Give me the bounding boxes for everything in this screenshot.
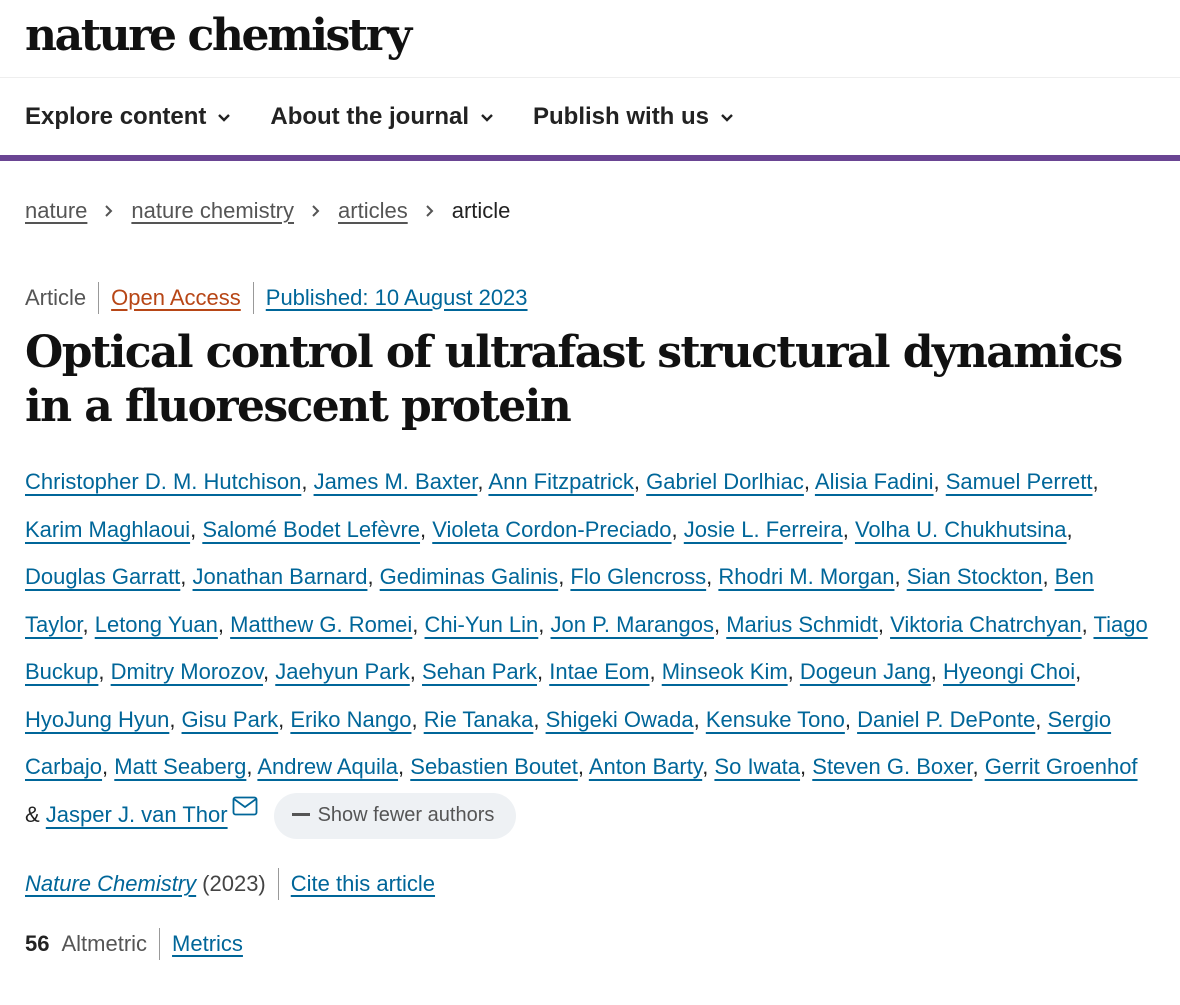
author-separator: , bbox=[671, 516, 684, 542]
published-date-link[interactable]: Published: 10 August 2023 bbox=[265, 285, 528, 310]
author-separator: , bbox=[577, 754, 589, 779]
author-separator: , bbox=[1066, 516, 1073, 542]
author-separator: , bbox=[190, 516, 203, 542]
author-link[interactable]: Gabriel Dorlhiac bbox=[646, 469, 804, 494]
author-separator: , bbox=[1075, 659, 1082, 684]
author-link-last[interactable]: Jasper J. van Thor bbox=[45, 801, 228, 827]
altmetric-score: 56 bbox=[25, 931, 50, 956]
author-link[interactable]: Sian Stockton bbox=[906, 564, 1043, 589]
breadcrumb-current: article bbox=[451, 198, 511, 223]
author-separator: , bbox=[1035, 706, 1048, 732]
author-separator: , bbox=[633, 469, 647, 494]
author-link[interactable]: Letong Yuan bbox=[94, 611, 218, 637]
altmetric-label: Altmetric bbox=[61, 931, 148, 956]
author-link[interactable]: Tiago Buckup bbox=[25, 611, 1148, 684]
author-link[interactable]: Rhodri M. Morgan bbox=[718, 564, 895, 589]
author-link[interactable]: Jonathan Barnard bbox=[192, 564, 368, 589]
author-link[interactable]: Gisu Park bbox=[181, 706, 279, 732]
author-separator: , bbox=[558, 564, 571, 589]
author-link[interactable]: Chi-Yun Lin bbox=[424, 611, 539, 637]
nav-explore-content[interactable] bbox=[25, 102, 232, 130]
author-separator: , bbox=[787, 659, 800, 684]
author-separator: , bbox=[536, 659, 550, 684]
author-link[interactable]: Gerrit Groenhof bbox=[984, 754, 1138, 779]
author-list bbox=[25, 458, 1155, 839]
author-separator: , bbox=[246, 754, 258, 779]
nav-item-label: Publish with us bbox=[533, 102, 710, 130]
author-and: & bbox=[25, 801, 46, 827]
metrics-row bbox=[25, 928, 243, 960]
author-separator: , bbox=[217, 611, 231, 637]
author-separator: , bbox=[930, 659, 944, 684]
author-link[interactable]: Anton Barty bbox=[588, 754, 703, 779]
author-link[interactable]: Flo Glencross bbox=[570, 564, 707, 589]
metrics-link[interactable]: Metrics bbox=[172, 931, 243, 956]
nav-publish-with-us[interactable] bbox=[533, 102, 735, 130]
author-separator: , bbox=[477, 469, 489, 494]
nav-item-label: Explore content bbox=[25, 102, 207, 130]
author-link[interactable]: Rie Tanaka bbox=[423, 706, 534, 732]
author-link[interactable]: Marius Schmidt bbox=[726, 611, 878, 637]
author-link[interactable]: Samuel Perrett bbox=[945, 469, 1093, 494]
author-link[interactable]: So Iwata bbox=[714, 754, 801, 779]
author-separator: , bbox=[844, 706, 858, 732]
publication-year: (2023) bbox=[202, 871, 266, 896]
author-link[interactable]: Violeta Cordon-Preciado bbox=[432, 516, 672, 542]
author-separator: , bbox=[972, 754, 985, 779]
author-link[interactable]: Ben Taylor bbox=[25, 564, 1094, 637]
author-separator: , bbox=[102, 754, 115, 779]
author-link[interactable]: Sergio Carbajo bbox=[25, 706, 1112, 779]
author-link[interactable]: Matthew G. Romei bbox=[230, 611, 413, 637]
author-link[interactable]: Jon P. Marangos bbox=[550, 611, 714, 637]
author-link[interactable]: Daniel P. DePonte bbox=[857, 706, 1036, 732]
divider bbox=[98, 282, 99, 314]
article-type: Article bbox=[25, 285, 87, 310]
author-separator: , bbox=[800, 754, 813, 779]
breadcrumb-nature-chemistry[interactable]: nature chemistry bbox=[131, 198, 295, 223]
divider bbox=[159, 928, 160, 960]
author-separator: , bbox=[412, 611, 425, 637]
breadcrumb bbox=[25, 198, 510, 224]
author-link[interactable]: Alisia Fadini bbox=[814, 469, 934, 494]
author-link[interactable]: Andrew Aquila bbox=[257, 754, 399, 779]
nav-item-label: About the journal bbox=[270, 102, 470, 130]
author-link[interactable]: Douglas Garratt bbox=[25, 564, 181, 589]
author-link[interactable]: Volha U. Chukhutsina bbox=[854, 516, 1067, 542]
author-items bbox=[25, 469, 1148, 779]
author-link[interactable]: Karim Maghlaoui bbox=[25, 516, 191, 542]
author-link[interactable]: Eriko Nango bbox=[290, 706, 412, 732]
author-separator: , bbox=[82, 611, 95, 637]
author-separator: , bbox=[263, 659, 276, 684]
chevron-right-icon bbox=[309, 204, 323, 218]
author-separator: , bbox=[693, 706, 706, 732]
author-separator: , bbox=[301, 469, 314, 494]
chevron-down-icon bbox=[216, 109, 232, 125]
cite-article-link[interactable]: Cite this article bbox=[290, 871, 436, 896]
author-separator: , bbox=[538, 611, 551, 637]
author-separator: , bbox=[420, 516, 433, 542]
divider bbox=[278, 868, 279, 900]
author-separator: , bbox=[278, 706, 291, 732]
author-link[interactable]: Dogeun Jang bbox=[799, 659, 931, 684]
chevron-right-icon bbox=[102, 204, 116, 218]
author-link[interactable]: Shigeki Owada bbox=[545, 706, 694, 732]
author-link[interactable]: Jaehyun Park bbox=[275, 659, 410, 684]
author-separator: , bbox=[803, 469, 815, 494]
author-link[interactable]: Intae Eom bbox=[549, 659, 650, 684]
author-link[interactable]: Steven G. Boxer bbox=[812, 754, 973, 779]
author-separator: , bbox=[1092, 469, 1099, 494]
author-separator: , bbox=[702, 754, 715, 779]
masthead bbox=[0, 0, 1180, 78]
author-separator: , bbox=[411, 706, 424, 732]
main-nav bbox=[0, 78, 1180, 161]
author-separator: , bbox=[894, 564, 907, 589]
author-link[interactable]: Sebastien Boutet bbox=[410, 754, 578, 779]
author-separator: , bbox=[1042, 564, 1055, 589]
nav-about-journal[interactable] bbox=[270, 102, 495, 130]
breadcrumb-nature[interactable]: nature bbox=[25, 198, 88, 223]
author-separator: , bbox=[169, 706, 182, 732]
chevron-down-icon bbox=[479, 109, 495, 125]
author-link[interactable]: Matt Seaberg bbox=[114, 754, 247, 779]
author-separator: , bbox=[367, 564, 380, 589]
author-separator: , bbox=[180, 564, 193, 589]
author-separator: , bbox=[1081, 611, 1094, 637]
journal-link[interactable]: Nature Chemistry bbox=[25, 871, 197, 896]
author-separator: , bbox=[409, 659, 423, 684]
author-separator: , bbox=[933, 469, 946, 494]
author-separator: , bbox=[714, 611, 727, 637]
open-access-link[interactable]: Open Access bbox=[111, 285, 241, 310]
author-link[interactable]: Salomé Bodet Lefèvre bbox=[202, 516, 421, 542]
journal-row bbox=[25, 868, 435, 900]
author-link[interactable]: Ann Fitzpatrick bbox=[488, 469, 634, 494]
journal-logo[interactable]: nature chemistry bbox=[25, 10, 410, 61]
show-fewer-label: Show fewer authors bbox=[317, 803, 495, 826]
article-meta bbox=[25, 282, 528, 314]
author-link[interactable]: Viktoria Chatrchyan bbox=[890, 611, 1082, 637]
author-separator: , bbox=[98, 659, 111, 684]
author-link[interactable]: Dmitry Morozov bbox=[110, 659, 264, 684]
author-link[interactable]: James M. Baxter bbox=[313, 469, 478, 494]
author-link[interactable]: Sehan Park bbox=[422, 659, 537, 684]
article-title: Optical control of ultrafast structural dynamics in a fluorescent protein bbox=[25, 327, 1122, 432]
author-link[interactable]: Minseok Kim bbox=[661, 659, 788, 684]
minus-icon bbox=[292, 813, 310, 816]
author-link[interactable]: Christopher D. M. Hutchison bbox=[25, 469, 302, 494]
author-separator: , bbox=[649, 659, 662, 684]
chevron-right-icon bbox=[423, 204, 437, 218]
author-separator: , bbox=[706, 564, 719, 589]
author-separator: , bbox=[533, 706, 546, 732]
author-separator: , bbox=[877, 611, 891, 637]
show-fewer-authors-button[interactable] bbox=[274, 793, 517, 839]
author-link[interactable]: Kensuke Tono bbox=[705, 706, 845, 732]
chevron-down-icon bbox=[719, 109, 735, 125]
author-link[interactable]: Gediminas Galinis bbox=[379, 564, 559, 589]
author-separator: , bbox=[842, 516, 855, 542]
author-link[interactable]: HyoJung Hyun bbox=[25, 706, 170, 732]
envelope-icon[interactable] bbox=[232, 796, 258, 816]
divider bbox=[253, 282, 254, 314]
author-link[interactable]: Hyeongi Choi bbox=[943, 659, 1076, 684]
breadcrumb-articles[interactable]: articles bbox=[338, 198, 408, 223]
author-link[interactable]: Josie L. Ferreira bbox=[683, 516, 843, 542]
author-separator: , bbox=[398, 754, 411, 779]
